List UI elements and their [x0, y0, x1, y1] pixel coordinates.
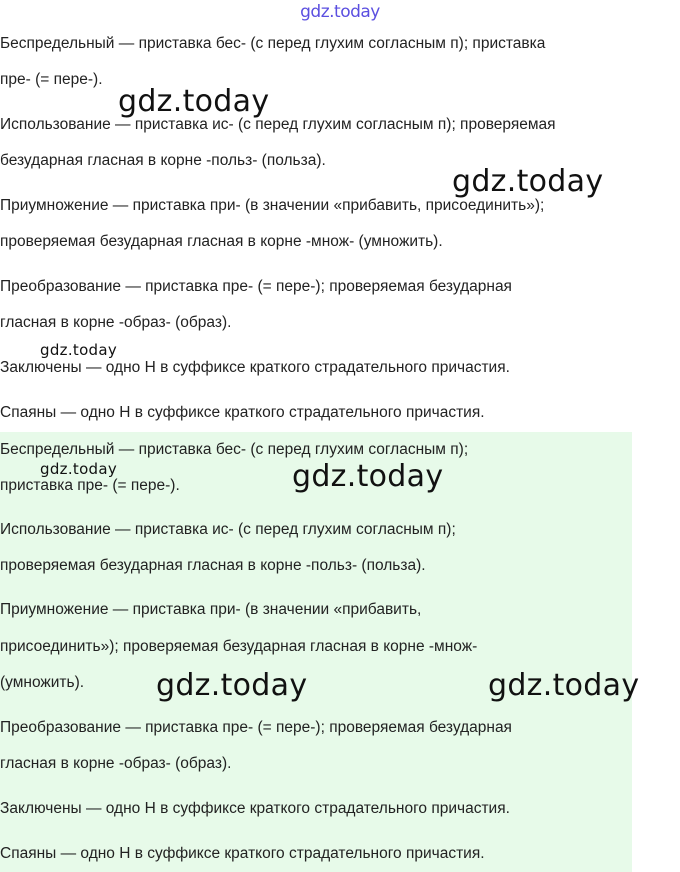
s1-priumnozhenie-line1: Приумножение — приставка при- (в значении «прибавить, присоединить»);: [0, 197, 545, 214]
s2-preobrazovanie-line2: гласная в корне -образ- (образ).: [0, 755, 232, 772]
s2-spayany: Спаяны — одно Н в суффиксе краткого страдательного причастия.: [0, 845, 485, 862]
watermark: gdz.today: [452, 164, 604, 199]
s2-priumnozhenie-line1: Приумножение — приставка при- (в значении «прибавить,: [0, 601, 422, 618]
s2-ispolzovanie-line1: Использование — приставка ис- (с перед глухим согласным п);: [0, 521, 456, 538]
s1-zaklyucheny: Заключены — одно Н в суффиксе краткого страдательного причастия.: [0, 359, 510, 376]
s2-priumnozhenie-line3: (умножить).: [0, 674, 85, 691]
watermark: gdz.today: [40, 460, 118, 478]
s2-priumnozhenie-line2: присоединить»); проверяемая безударная гласная в корне -множ-: [0, 638, 478, 655]
watermark: gdz.today: [118, 84, 270, 119]
s2-ispolzovanie-line2: проверяемая безударная гласная в корне -польз- (польза).: [0, 557, 426, 574]
s2-beskpredelny-line2: приставка пре- (= пере-).: [0, 477, 180, 494]
s2-zaklyucheny: Заключены — одно Н в суффиксе краткого страдательного причастия.: [0, 800, 510, 817]
s1-beskpredelny-line2: пре- (= пере-).: [0, 71, 103, 88]
s1-ispolzovanie-line1: Использование — приставка ис- (с перед глухим согласным п); проверяемая: [0, 116, 556, 133]
watermark: gdz.today: [292, 459, 444, 494]
s1-priumnozhenie-line2: проверяемая безударная гласная в корне -множ- (умножить).: [0, 233, 443, 250]
s1-spayany: Спаяны — одно Н в суффиксе краткого страдательного причастия.: [0, 404, 485, 421]
s1-ispolzovanie-line2: безударная гласная в корне -польз- (польза).: [0, 152, 326, 169]
s2-beskpredelny-line1: Беспредельный — приставка бес- (с перед глухим согласным п);: [0, 441, 469, 458]
watermark: gdz.today: [156, 668, 308, 703]
s2-preobrazovanie-line1: Преобразование — приставка пре- (= пере-); проверяемая безударная: [0, 719, 512, 736]
s1-preobrazovanie-line2: гласная в корне -образ- (образ).: [0, 314, 232, 331]
s1-preobrazovanie-line1: Преобразование — приставка пре- (= пере-); проверяемая безударная: [0, 278, 512, 295]
watermark: gdz.today: [488, 668, 640, 703]
s1-beskpredelny-line1: Беспредельный — приставка бес- (с перед глухим согласным п); приставка: [0, 35, 546, 52]
top-watermark: gdz.today: [300, 2, 380, 22]
watermark: gdz.today: [40, 341, 118, 359]
